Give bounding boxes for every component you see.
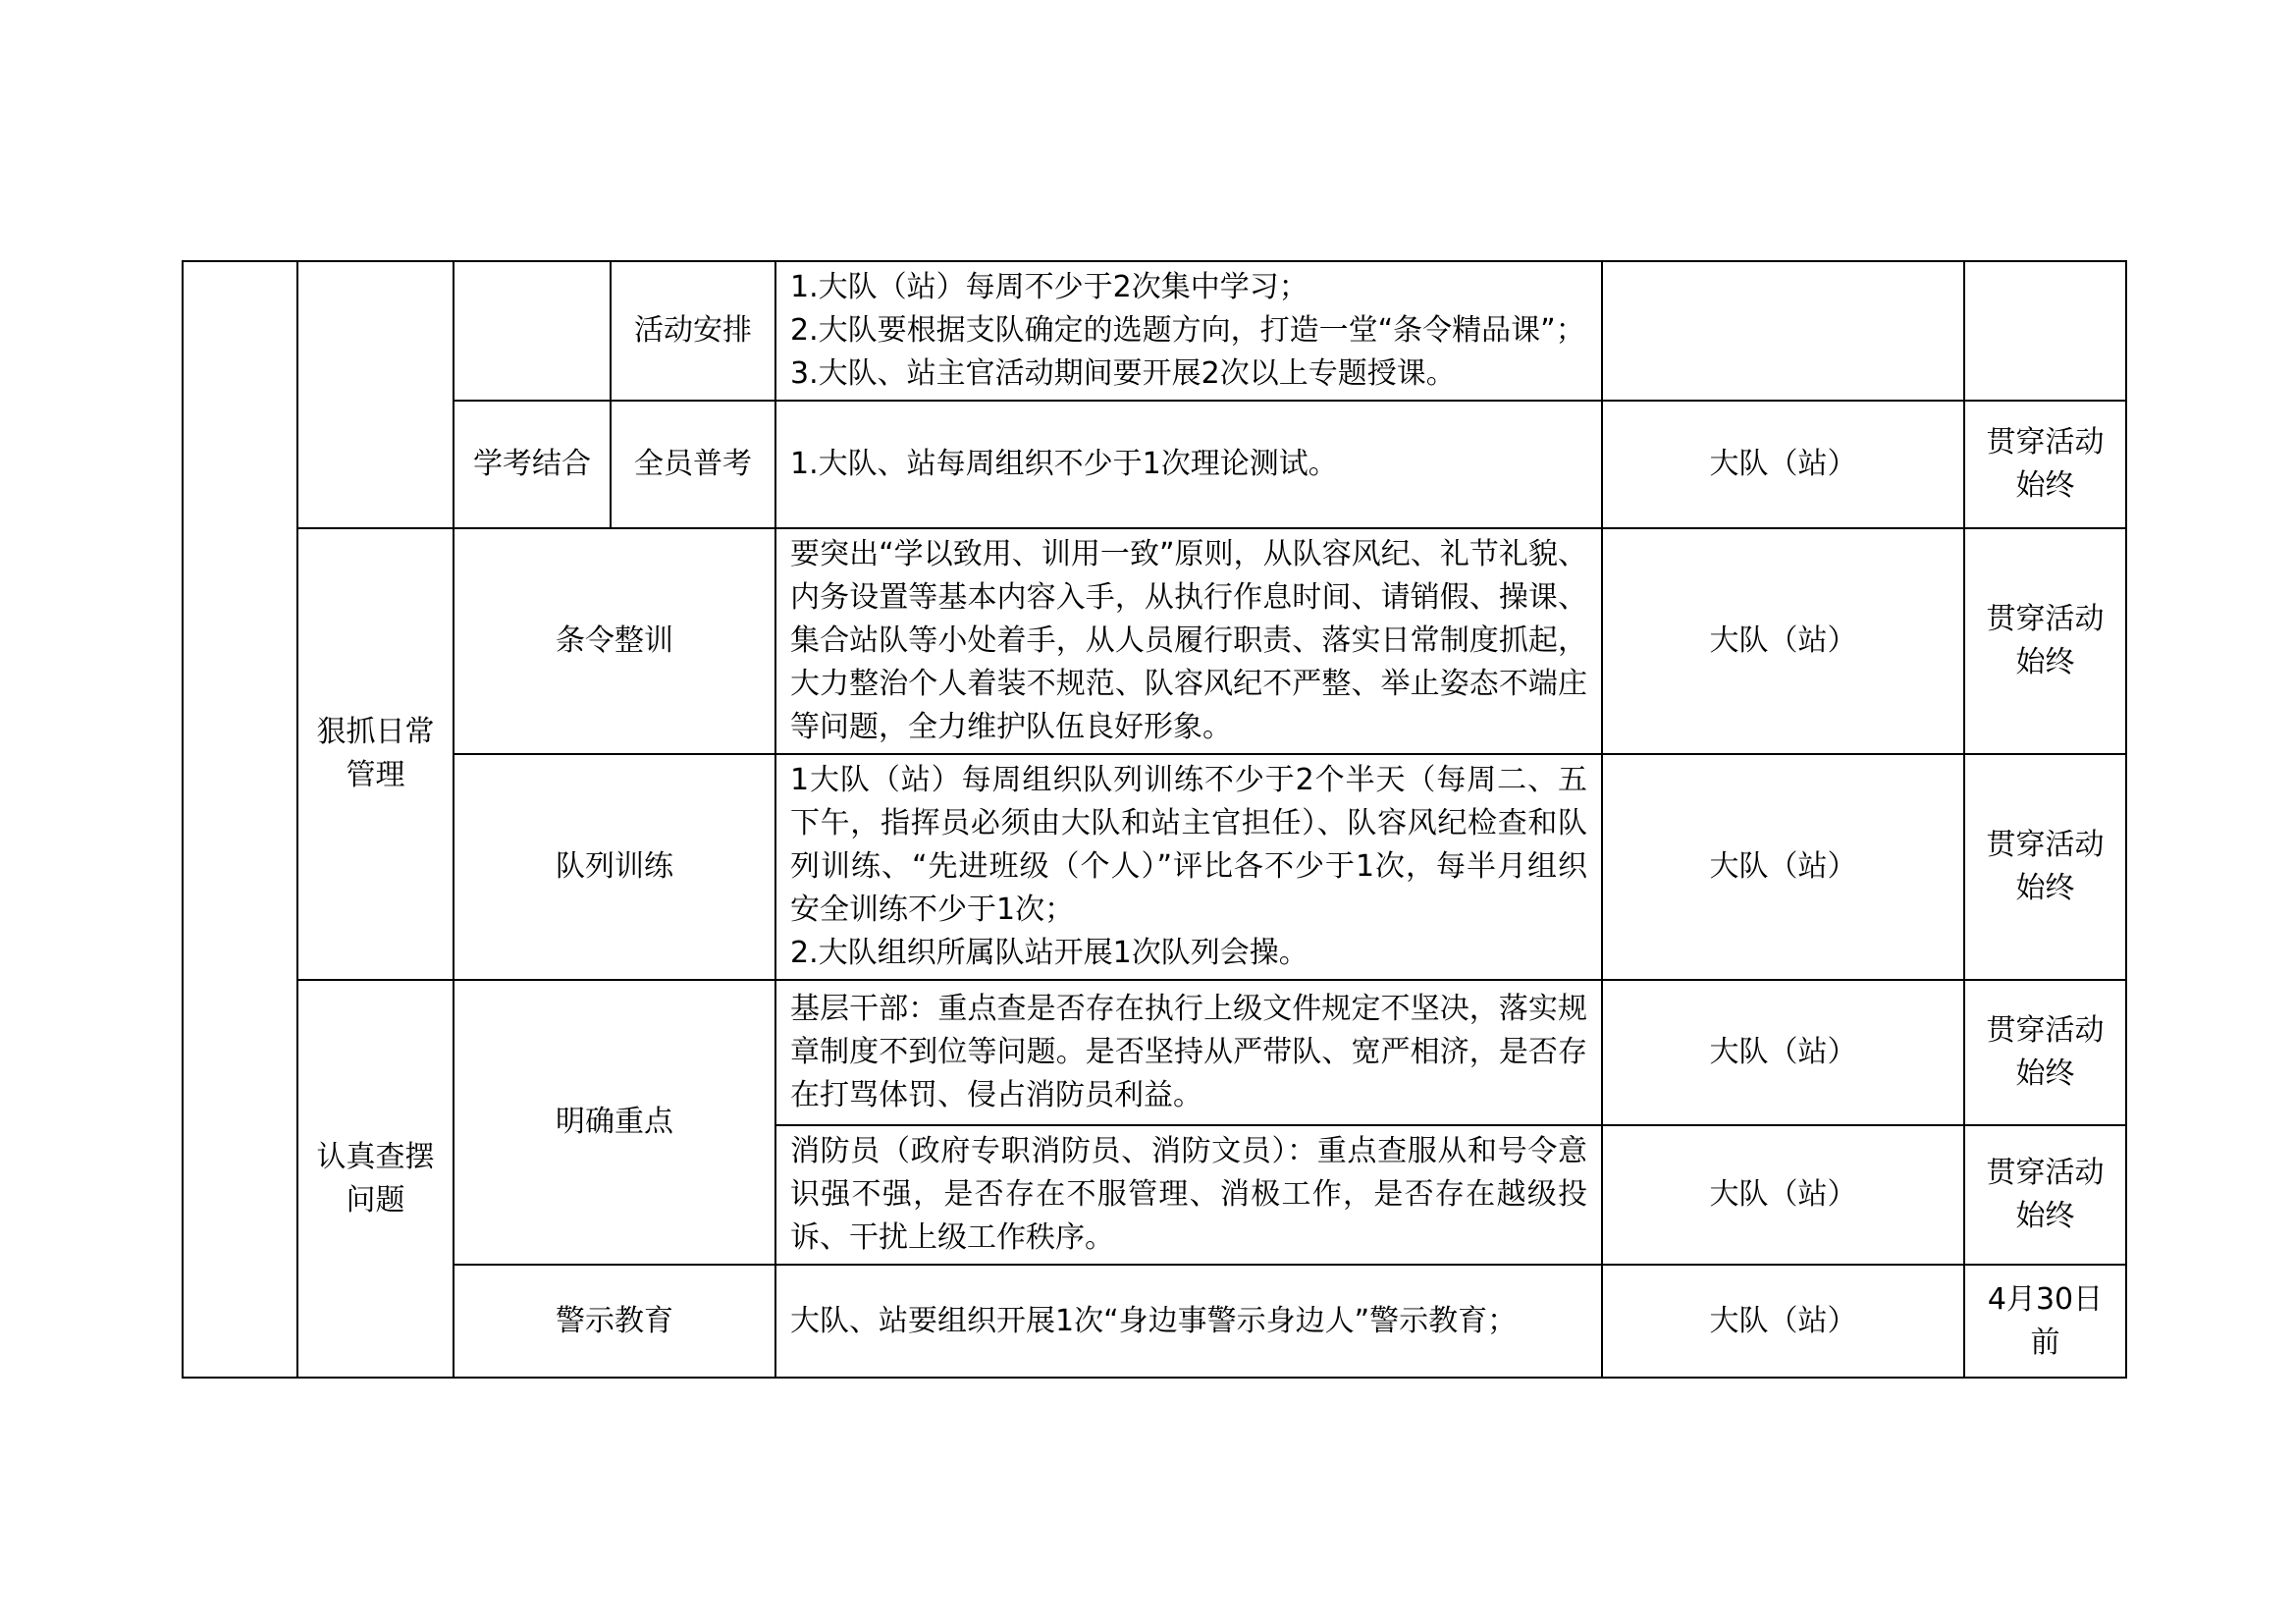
responsible-unit-cell: 大队（站） — [1602, 980, 1964, 1125]
time-cell: 贯穿活动始终 — [1964, 401, 2126, 528]
content-line: 3.大队、站主官活动期间要开展2次以上专题授课。 — [790, 356, 1456, 391]
content-cell: 消防员（政府专职消防员、消防文员）：重点查服从和号令意识强不强，是否存在不服管理、消极工作，是否存在越级投诉、干扰上级工作秩序。 — [775, 1125, 1602, 1265]
responsible-unit-cell: 大队（站） — [1602, 754, 1964, 980]
time-cell: 4月30日前 — [1964, 1265, 2126, 1378]
item-cell: 队列训练 — [454, 754, 775, 980]
section-cell: 认真查摆问题 — [297, 980, 454, 1378]
responsible-unit-cell: 大队（站） — [1602, 401, 1964, 528]
responsible-unit-cell: 大队（站） — [1602, 1125, 1964, 1265]
time-cell: 贯穿活动始终 — [1964, 980, 2126, 1125]
responsible-unit-cell: 大队（站） — [1602, 1265, 1964, 1378]
item-cell: 警示教育 — [454, 1265, 775, 1378]
content-cell — [775, 754, 1602, 980]
content-cell: 基层干部：重点查是否存在执行上级文件规定不坚决，落实规章制度不到位等问题。是否坚持从严带队、宽严相济，是否存在打骂体罚、侵占消防员利益。 — [775, 980, 1602, 1125]
sub-item-cell: 活动安排 — [611, 261, 775, 401]
table-row — [183, 261, 2126, 401]
content-line: 2.大队组织所属队站开展1次队列会操。 — [790, 936, 1308, 970]
time-cell: 贯穿活动始终 — [1964, 528, 2126, 754]
content-cell: 1.大队、站每周组织不少于1次理论测试。 — [775, 401, 1602, 528]
content-cell — [775, 261, 1602, 401]
time-cell: 贯穿活动始终 — [1964, 754, 2126, 980]
activity-plan-table — [182, 260, 2127, 1379]
table-row — [183, 528, 2126, 754]
table-row — [183, 1265, 2126, 1378]
item-cell: 条令整训 — [454, 528, 775, 754]
blank-time-cell — [1964, 261, 2126, 401]
blank-group-cell — [454, 261, 611, 401]
item-cell: 明确重点 — [454, 980, 775, 1265]
table-row — [183, 754, 2126, 980]
content-line: 1.大队（站）每周不少于2次集中学习； — [790, 270, 1308, 304]
group-cell: 学考结合 — [454, 401, 611, 528]
sub-item-cell: 全员普考 — [611, 401, 775, 528]
table-row — [183, 401, 2126, 528]
blank-section-cell — [297, 261, 454, 528]
responsible-unit-cell: 大队（站） — [1602, 528, 1964, 754]
blank-first-column-cell — [183, 261, 297, 1378]
table-row — [183, 980, 2126, 1125]
content-cell: 大队、站要组织开展1次“身边事警示身边人”警示教育； — [775, 1265, 1602, 1378]
section-cell: 狠抓日常管理 — [297, 528, 454, 980]
time-cell: 贯穿活动始终 — [1964, 1125, 2126, 1265]
content-line: 1大队（站）每周组织队列训练不少于2个半天（每周二、五下午，指挥员必须由大队和站主官担任）、队容风纪检查和队列训练、“先进班级（个人）”评比各不少于1次，每半月组织安全训练不少于1次； — [790, 763, 1587, 927]
blank-unit-cell — [1602, 261, 1964, 401]
content-line: 2.大队要根据支队确定的选题方向，打造一堂“条令精品课”； — [790, 313, 1585, 348]
content-cell: 要突出“学以致用、训用一致”原则，从队容风纪、礼节礼貌、内务设置等基本内容入手，从执行作息时间、请销假、操课、集合站队等小处着手，从人员履行职责、落实日常制度抓起，大力整治个人着装不规范、队容风纪不严整、举止姿态不端庄等问题，全力维护队伍良好形象。 — [775, 528, 1602, 754]
